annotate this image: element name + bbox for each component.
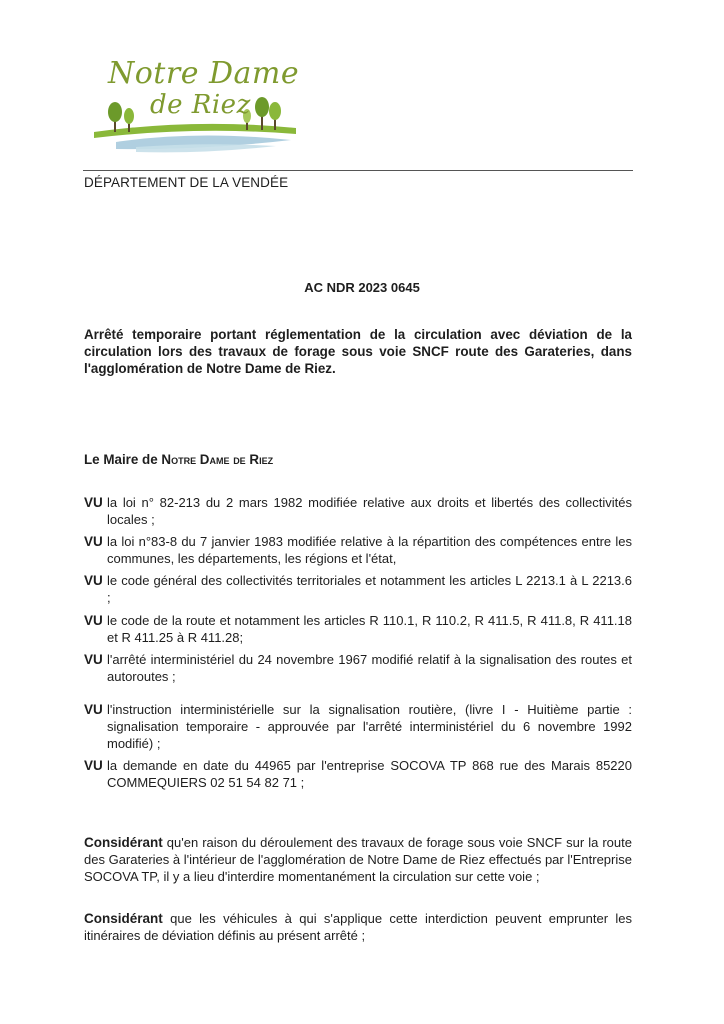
mayor-heading: [84, 452, 273, 467]
vu-item: [84, 533, 632, 567]
vu-keyword: VU: [84, 613, 103, 628]
considerant-keyword: Considérant: [84, 911, 163, 926]
vu-item: [84, 651, 632, 685]
vu-text: le code de la route et notamment les articles R 110.1, R 110.2, R 411.5, R 411.8, R 411.18 et R 411.25 à R 411.28;: [107, 613, 632, 645]
vu-text: la loi n°83-8 du 7 janvier 1983 modifiée relative à la répartition des compétences entre les communes, les départements, les régions et l'état,: [107, 534, 632, 566]
header-divider: [83, 170, 633, 171]
considerant-text: qu'en raison du déroulement des travaux de forage sous voie SNCF sur la route des Garateries à l'intérieur de l'agglomération de Notre Dame de Riez effectués par l'Entreprise SOCOVA TP, il y a lieu d'interdire momentanément la circulation sur cette voie ;: [84, 835, 632, 884]
vu-keyword: VU: [84, 702, 103, 717]
considerant-paragraph: [84, 910, 632, 944]
vu-text: l'instruction interministérielle sur la signalisation routière, (livre I - Huitième partie : signalisation temporaire - approuvée par l'arrêté interministériel du 6 novembre 1992 modifié) ;: [107, 702, 632, 751]
vu-text: la demande en date du 44965 par l'entreprise SOCOVA TP 868 rue des Marais 85220 COMMEQUIERS 02 51 54 82 71 ;: [107, 758, 632, 790]
vu-keyword: VU: [84, 573, 103, 588]
mayor-commune: Notre Dame de Riez: [161, 452, 274, 467]
vu-keyword: VU: [84, 534, 103, 549]
vu-item: [84, 757, 632, 791]
tree-icon: [269, 102, 281, 130]
logo-text-line2: de Riez: [150, 90, 251, 120]
vu-keyword: VU: [84, 495, 103, 510]
considerant-text: que les véhicules à qui s'applique cette interdiction peuvent emprunter les itinéraires de déviation définis au présent arrêté ;: [84, 911, 632, 943]
tree-icon: [108, 102, 122, 132]
decree-reference: AC NDR 2023 0645: [304, 280, 420, 295]
vu-keyword: VU: [84, 652, 103, 667]
vu-item: [84, 572, 632, 606]
vu-text: le code général des collectivités territoriales et notamment les articles L 2213.1 à L 2213.6 ;: [107, 573, 632, 605]
vu-item: [84, 612, 632, 646]
municipality-logo: [76, 50, 316, 162]
considerant-keyword: Considérant: [84, 835, 163, 850]
vu-item: [84, 701, 632, 752]
vu-keyword: VU: [84, 758, 103, 773]
mayor-prefix: Le Maire de: [84, 452, 162, 467]
vu-item: [84, 494, 632, 528]
vu-list: [84, 494, 632, 791]
decree-title: Arrêté temporaire portant réglementation de la circulation avec déviation de la circulation lors des travaux de forage sous voie SNCF route des Garateries, dans l'agglomération de Notre Dame de Riez.: [84, 327, 632, 376]
logo-text-line1: Notre Dame: [108, 56, 300, 91]
department-label: DÉPARTEMENT DE LA VENDÉE: [84, 175, 289, 190]
vu-text: l'arrêté interministériel du 24 novembre 1967 modifié relatif à la signalisation des routes et autoroutes ;: [107, 652, 632, 684]
vu-text: la loi n° 82-213 du 2 mars 1982 modifiée relative aux droits et libertés des collectivités locales ;: [107, 495, 632, 527]
considerant-paragraph: [84, 834, 632, 885]
